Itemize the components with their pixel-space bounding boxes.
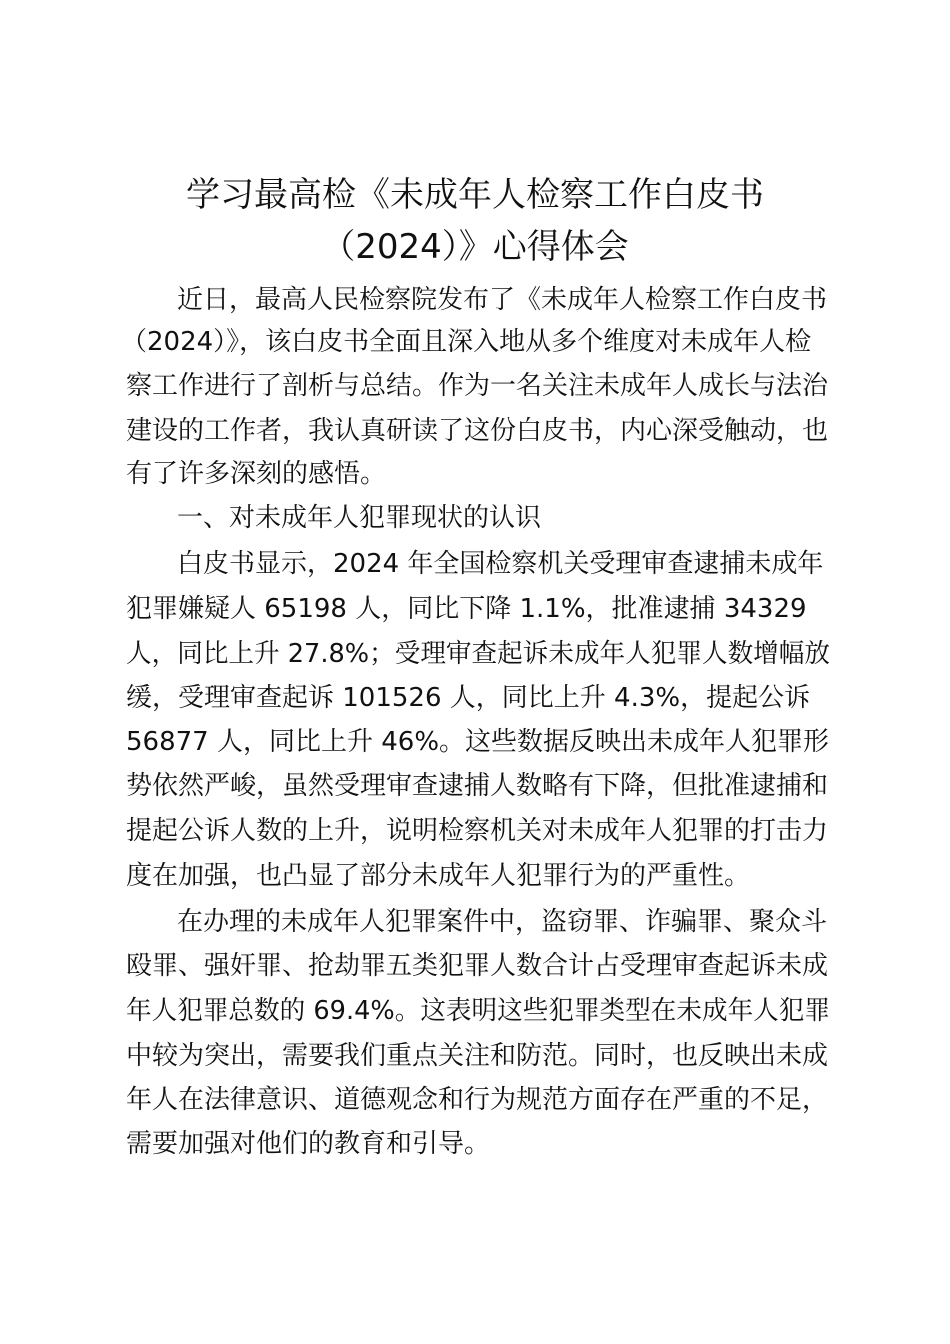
paragraph-3-line-3: 年人犯罪总数的 69.4%。这表明这些犯罪类型在未成年人犯罪: [126, 996, 831, 1026]
document-title-line-1: 学习最高检《未成年人检察工作白皮书: [186, 175, 764, 215]
paragraph-1-line-2: （2024）》，该白皮书全面且深入地从多个维度对未成年人检: [121, 327, 812, 357]
paragraph-1-line-1: 近日，最高人民检察院发布了《未成年人检察工作白皮书: [177, 285, 828, 315]
paragraph-2-line-7: 提起公诉人数的上升，说明检察机关对未成年人犯罪的打击力: [126, 816, 829, 846]
paragraph-2-line-8: 度在加强，也凸显了部分未成年人犯罪行为的严重性。: [126, 861, 751, 891]
paragraph-2-line-5: 56877 人，同比上升 46%。这些数据反映出未成年人犯罪形: [126, 727, 830, 757]
paragraph-2-line-2: 犯罪嫌疑人 65198 人，同比下降 1.1%，批准逮捕 34329: [126, 594, 807, 624]
section-heading-1: 一、对未成年人犯罪现状的认识: [177, 503, 542, 533]
paragraph-3-line-2: 殴罪、强奸罪、抢劫罪五类犯罪人数合计占受理审查起诉未成: [126, 951, 829, 981]
paragraph-3-line-1: 在办理的未成年人犯罪案件中，盗窃罪、诈骗罪、聚众斗: [177, 907, 828, 937]
paragraph-1-line-5: 有了许多深刻的感悟。: [126, 459, 387, 489]
paragraph-2-line-6: 势依然严峻，虽然受理审查逮捕人数略有下降，但批准逮捕和: [126, 771, 829, 801]
paragraph-2-line-1: 白皮书显示，2024 年全国检察机关受理审查逮捕未成年: [177, 549, 824, 579]
paragraph-3-line-5: 年人在法律意识、道德观念和行为规范方面存在严重的不足，: [126, 1085, 829, 1115]
paragraph-3-line-6: 需要加强对他们的教育和引导。: [126, 1129, 491, 1159]
paragraph-2-line-3: 人，同比上升 27.8%；受理审查起诉未成年人犯罪人数增幅放: [126, 639, 831, 669]
paragraph-3-line-4: 中较为突出，需要我们重点关注和防范。同时，也反映出未成: [126, 1041, 829, 1071]
paragraph-1-line-3: 察工作进行了剖析与总结。作为一名关注未成年人成长与法治: [126, 371, 829, 401]
paragraph-2-line-4: 缓，受理审查起诉 101526 人，同比上升 4.3%，提起公诉: [126, 683, 811, 713]
paragraph-1-line-4: 建设的工作者，我认真研读了这份白皮书，内心深受触动，也: [126, 416, 829, 446]
document-title-line-2: （2024）》心得体会: [321, 227, 629, 267]
